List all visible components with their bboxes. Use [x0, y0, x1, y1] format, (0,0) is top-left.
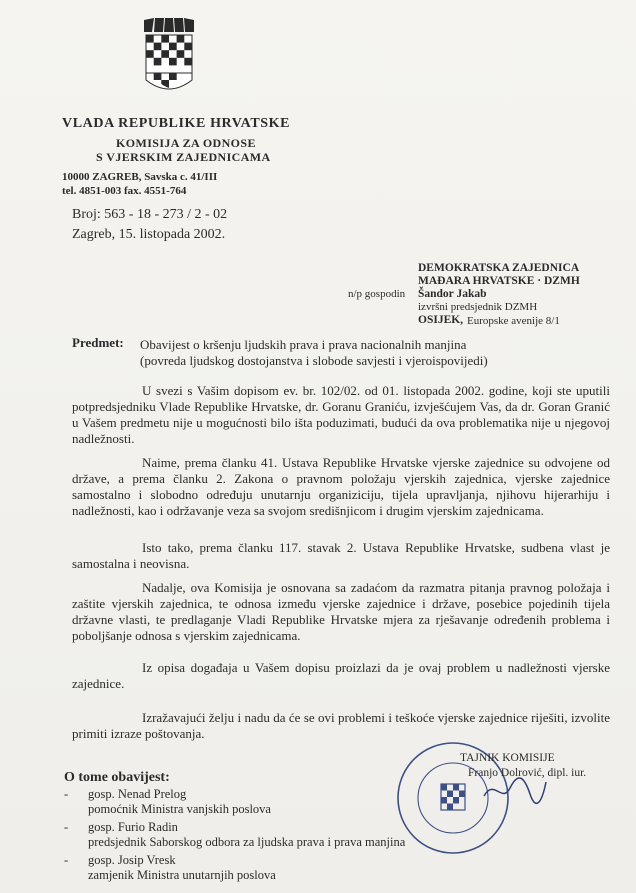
- cc-marker: -: [64, 820, 69, 834]
- government-name: VLADA REPUBLIKE HRVATSKE: [62, 116, 291, 131]
- commission-name-line1: KOMISIJA ZA ODNOSE: [116, 136, 256, 150]
- body-paragraph-6: Izražavajući želju i nadu da će se ovi problemi i teškoće vjerske zajednice riješiti, izvolite primiti izraze poštovanja.: [72, 710, 610, 741]
- signature-name: Franjo Dolrović, dipl. iur.: [468, 767, 587, 779]
- place-and-date: Zagreb, 15. listopada 2002.: [72, 227, 226, 242]
- body-paragraph-2: Naime, prema članku 41. Ustava Republike Hrvatske vjerske zajednice su odvojene od države, a prema članku 2. Zakona o pravnom položaju vjerskih zajednica, vjerske zajednice samostalno i slobodno određuju unutarnju organiziciju, tijela upravljanja, njihovu hijerarhiju i nadležnosti, kao i održavanje veza sa svojom središnjicom i drugim vjerskim zajednicama.: [72, 455, 610, 518]
- body-paragraph-3: Isto tako, prema članku 117. stavak 2. Ustava Republike Hrvatske, sudbena vlast je samostalna i neovisna.: [72, 540, 610, 571]
- cc-item-1: [64, 787, 271, 817]
- recipient-line2: MAĐARA HRVATSKE · DZMH: [418, 275, 580, 287]
- cc-marker: -: [64, 787, 69, 801]
- recipient-attn: n/p gospodin: [348, 288, 406, 300]
- subject-label: Predmet:: [72, 335, 124, 350]
- cc-item-name: gosp. Nenad Prelog: [88, 787, 187, 801]
- cc-item-role: pomoćnik Ministra vanjskih poslova: [88, 802, 271, 816]
- cc-item-role: predsjednik Saborskog odbora za ljudska prava i prava manjina: [88, 835, 406, 849]
- handwritten-signature: [480, 774, 550, 808]
- cc-item-2: [64, 820, 405, 850]
- cc-item-name: gosp. Furio Radin: [88, 820, 178, 834]
- subject-line1: Obavijest o kršenju ljudskih prava i prava nacionalnih manjina: [140, 337, 467, 352]
- cc-title: O tome obavijest:: [64, 770, 170, 785]
- reference-number: Broj: 563 - 18 - 273 / 2 - 02: [72, 207, 228, 222]
- recipient-street: Europske avenije 8/1: [467, 315, 560, 327]
- croatian-coat-of-arms-icon: [140, 18, 198, 96]
- sender-address: 10000 ZAGREB, Savska c. 41/III: [62, 171, 218, 183]
- commission-name-line2: S VJERSKIM ZAJEDNICAMA: [96, 150, 271, 164]
- recipient-name: Šandor Jakab: [418, 288, 487, 300]
- cc-item-3: [64, 853, 276, 883]
- sender-phone-fax: tel. 4851-003 fax. 4551-764: [62, 185, 187, 197]
- body-paragraph-1: U svezi s Vašim dopisom ev. br. 102/02. od 01. listopada 2002. godine, koji ste uputili potpredsjedniku Vlade Republike Hrvatske, dr. Goranu Graniću, izvješćujem Vas, da dr. Goran Granić u Vašem predmetu nije u mogućnosti bilo išta poduzimati, budući da ova problematika nije u njegovoj nadležnosti.: [72, 383, 610, 446]
- subject-line2: (povreda ljudskog dostojanstva i slobode savjesti i vjeroispovijedi): [140, 353, 488, 368]
- recipient-city: OSIJEK,: [418, 314, 464, 326]
- body-paragraph-5: Iz opisa događaja u Vašem dopisu proizlazi da je ovaj problem u nadležnosti vjerske zajednice.: [72, 660, 610, 691]
- recipient-line1: DEMOKRATSKA ZAJEDNICA: [418, 262, 580, 274]
- signature-title: TAJNIK KOMISIJE: [460, 752, 555, 764]
- cc-item-name: gosp. Josip Vresk: [88, 853, 176, 867]
- body-paragraph-4: Nadalje, ova Komisija je osnovana sa zadaćom da razmatra pitanja pravnog položaja i zaštite vjerskih zajednica, te odnosa između vjerske zajednice i države, posebice pojedinih tijela državne vlasti, te predlaganje Vladi Republike Hrvatske mjera za rješavanje određenih problema i poboljšanje odnosa s vjerskim zajednicama.: [72, 580, 610, 643]
- cc-marker: -: [64, 853, 69, 867]
- subject-text: [140, 337, 540, 369]
- recipient-role: izvršni predsjednik DZMH: [418, 301, 538, 313]
- cc-item-role: zamjenik Ministra unutarnjih poslova: [88, 868, 276, 882]
